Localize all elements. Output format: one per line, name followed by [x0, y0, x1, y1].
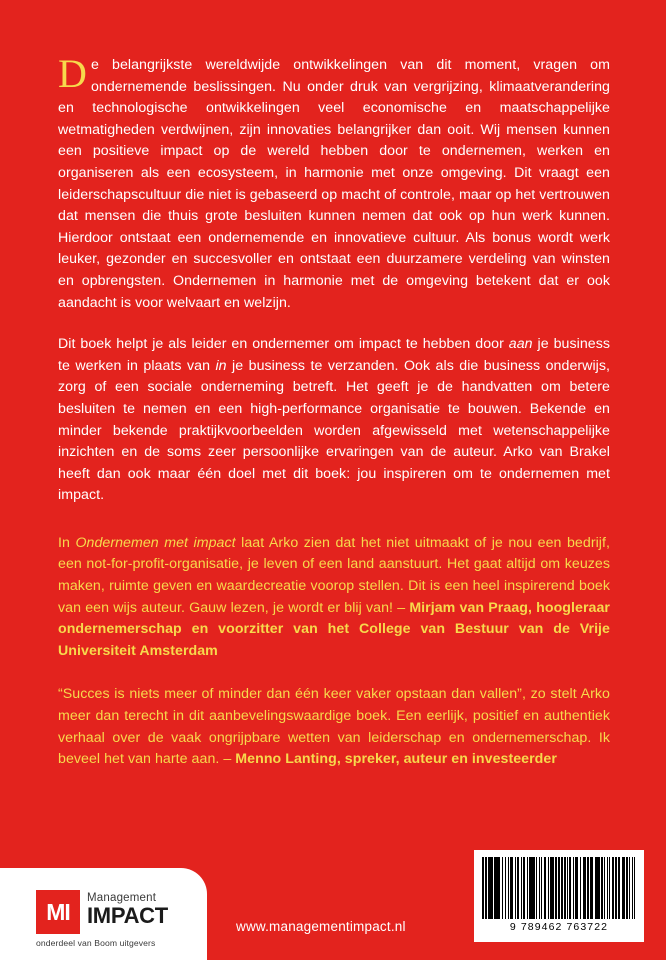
quote-2-text: “Succes is niets meer of minder dan één keer vaker opstaan dan vallen”, zo stelt Arko meer dan terecht in dit aanbevelingswaardige boek. Een eerlijk, positief en authentiek verhaal over de vaak ongrijpbare wetten van leiderschap en ondernemerschap. Ik beveel het van harte aan. – [58, 686, 610, 768]
publisher-logo [36, 890, 168, 934]
endorsement-quote-2 [58, 684, 610, 770]
intro-paragraph-text: e belangrijkste wereldwijde ontwikkelingen van dit moment, vragen om ondernemende beslissingen. Nu onder druk van vergrijzing, klimaatverandering en technologische ontwikkelingen veel economische en maatschappelijke wetmatigheden verdwijnen, zijn innovaties belangrijker dan ooit. Wij mensen kunnen een positieve impact op de wereld hebben door te ondernemen, werken en organiseren als een ecosysteem, in harmonie met onze omgeving. Dit vraagt een leiderschapscultuur die niet is gebaseerd op macht of controle, maar op het vertrouwen dat mensen die thuis grote besluiten kunnen nemen dat ook op hun werk kunnen. Hierdoor ontstaat een ondernemende en innovatieve cultuur. Als bonus wordt werk leuker, gezonder en succesvoller en ontstaat een duurzamere verdeling van winsten en opbrengsten. Ondernemen in harmonie met de omgeving betekent dat er ook aandacht is voor welvaart en welzijn. [58, 57, 610, 311]
publisher-name-line-1: Management [87, 892, 157, 904]
publisher-name-line-2: IMPACT [87, 903, 168, 928]
barcode-bars [482, 857, 636, 919]
quote-1-attribution: Mirjam van Praag, hoogleraar ondernemerschap en voorzitter van het College van Bestuur van de Vrije Universiteit Amsterdam [58, 599, 610, 659]
publisher-website: www.managementimpact.nl [236, 919, 406, 934]
quote-1-part-2: laat Arko zien dat het niet uitmaakt of je nou een bedrijf, een not-for-profit-organisatie, je leven of een land aanstuurt. Het gaat altijd om keuzes maken, ruimte geven en waardecreatie voorop stellen. Dit is een heel inspirerend boek van een wijs auteur. Gauw lezen, je wordt er blij van! – [58, 534, 610, 616]
cover-text-block [58, 51, 610, 793]
intro-paragraph [58, 51, 610, 314]
publisher-wordmark [87, 890, 168, 927]
management-impact-mark-icon [36, 890, 80, 934]
quote-2-attribution: Menno Lanting, spreker, auteur en investeerder [235, 751, 557, 768]
quote-1-book-title: Ondernemen met impact [75, 534, 236, 551]
desc-part-2: je business te werken in plaats van [58, 336, 610, 374]
isbn-barcode [474, 850, 644, 942]
drop-cap: D [58, 51, 87, 96]
endorsement-quote-1 [58, 533, 610, 663]
publisher-tagline: onderdeel van Boom uitgevers [36, 938, 156, 948]
logo-mark-text: MI [46, 898, 70, 925]
book-description-paragraph [58, 334, 610, 507]
desc-emphasis-aan: aan [508, 336, 533, 353]
publisher-logo-panel [0, 868, 207, 960]
desc-emphasis-in: in [215, 357, 227, 374]
desc-part-1: Dit boek helpt je als leider en ondernemer om impact te hebben door [58, 336, 509, 353]
quote-1-part-1: In [58, 534, 76, 551]
desc-part-3: je business te verzanden. Ook als die business onderwijs, zorg of een sociale onderneming betreft. Het geeft je de handvatten om betere besluiten te nemen en een high-performance organisatie te bouwen. Bekende en minder bekende praktijkvoorbeelden worden afgewisseld met wetenschappelijke inzichten en de soms zeer persoonlijke ervaringen van de auteur. Arko van Brakel heeft dan ook maar één doel met dit boek: jou inspireren om te ondernemen met impact. [58, 357, 610, 504]
barcode-number: 9 789462 763722 [509, 921, 609, 933]
